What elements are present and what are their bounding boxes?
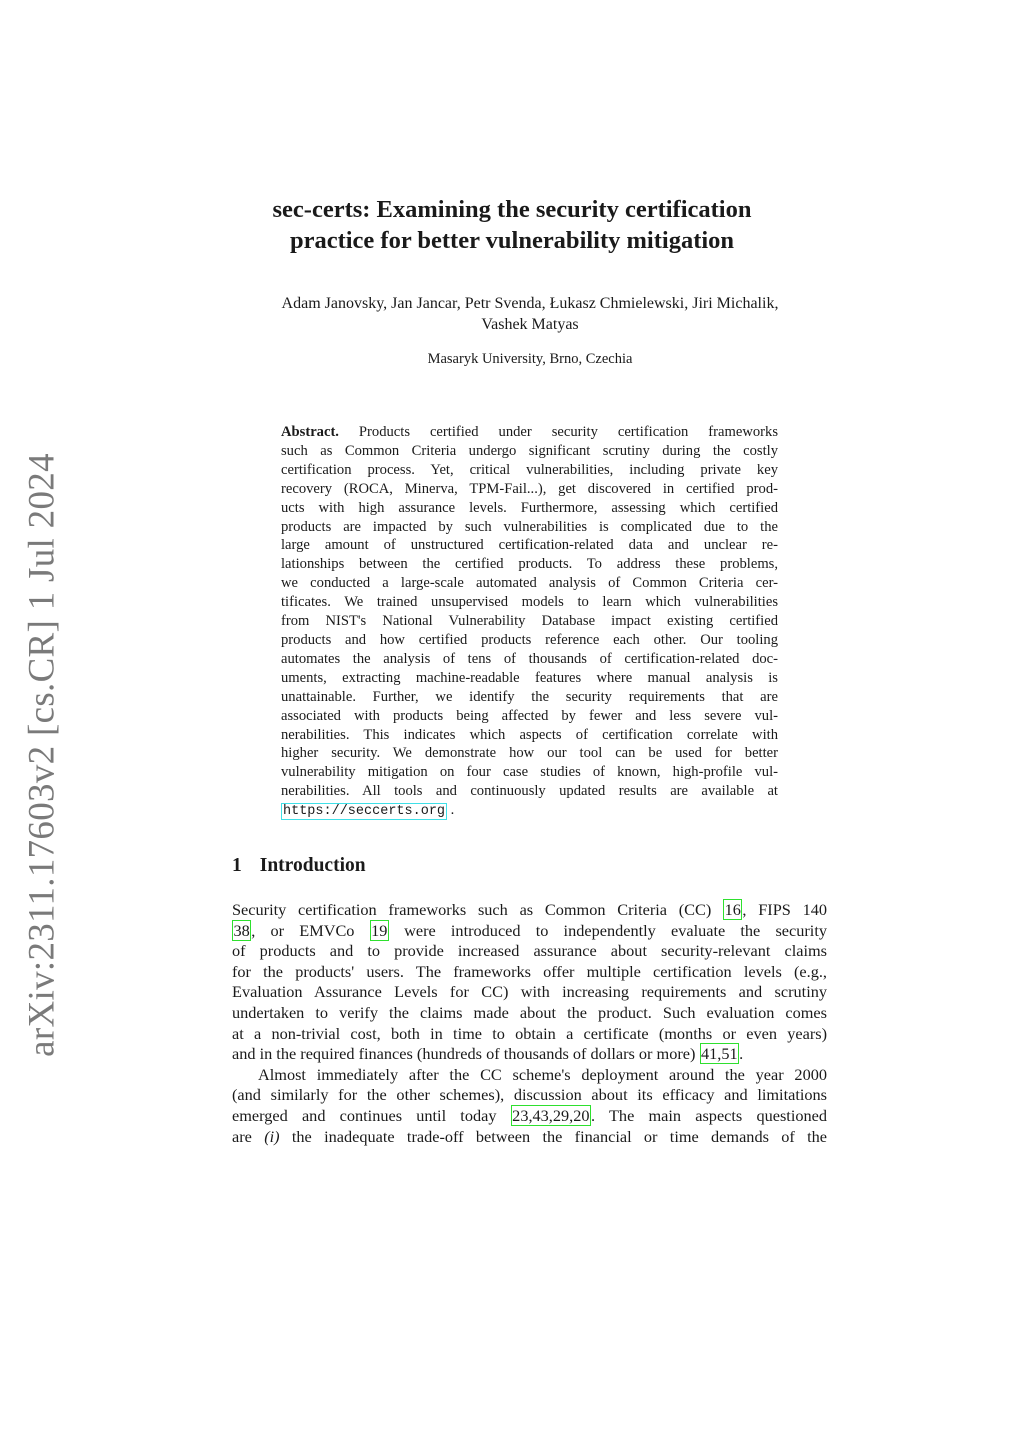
- abstract-line: [281, 707, 778, 726]
- affiliation: Masaryk University, Brno, Czechia: [427, 351, 633, 367]
- abstract-text: higher security. We demonstrate how our tool can be used for better: [281, 745, 778, 762]
- abstract-text: products are impacted by such vulnerabilities is complicated due to the: [281, 518, 778, 535]
- section-heading: [232, 855, 366, 877]
- abstract-text: uments, extracting machine-readable features where manual analysis is: [281, 669, 778, 686]
- paragraph-line: [232, 900, 827, 921]
- body-text: (and similarly for the other schemes), discussion about its efficacy and limitations: [232, 1085, 827, 1105]
- abstract: [281, 423, 778, 822]
- paragraph-line: [232, 1024, 827, 1045]
- body-text: Security certification frameworks such as Common Criteria (CC): [232, 900, 724, 919]
- section-number: 1: [232, 855, 242, 876]
- paragraph-line: [232, 1085, 827, 1106]
- abstract-line: [281, 518, 778, 537]
- abstract-text: such as Common Criteria undergo significant scrutiny during the costly: [281, 442, 778, 459]
- citation-link[interactable]: 38: [233, 920, 250, 940]
- citation-link[interactable]: 23,43,29,20: [512, 1105, 590, 1125]
- abstract-text: tificates. We trained unsupervised models to learn which vulnerabilities: [281, 594, 778, 611]
- author-list: [0, 293, 1024, 335]
- section-title: Introduction: [259, 855, 366, 876]
- abstract-text: products and how certified products reference each other. Our tooling: [281, 631, 778, 648]
- abstract-line: [281, 801, 778, 822]
- abstract-text: nerabilities. All tools and continuously updated results are available at: [281, 783, 778, 800]
- abstract-line: [281, 593, 778, 612]
- abstract-text: recovery (ROCA, Minerva, TPM-Fail...), get discovered in certified prod-: [281, 480, 778, 497]
- abstract-line: [281, 536, 778, 555]
- abstract-label: Abstract.: [281, 424, 339, 440]
- abstract-line: [281, 650, 778, 669]
- author-line: Vashek Matyas: [481, 316, 579, 333]
- body-text: .: [739, 1044, 744, 1064]
- abstract-line: [281, 612, 778, 631]
- paragraph-line: [232, 1003, 827, 1024]
- body-text: for the products' users. The frameworks offer multiple certification levels (e.g.,: [232, 961, 827, 981]
- abstract-text: we conducted a large-scale automated analysis of Common Criteria cer-: [281, 575, 778, 592]
- paragraph-line: [232, 921, 827, 942]
- abstract-line: [281, 423, 778, 442]
- paragraph-line: [232, 1044, 827, 1065]
- seccerts-link[interactable]: https://seccerts.org: [283, 804, 446, 820]
- abstract-text: associated with products being affected by fewer and less severe vul-: [281, 707, 778, 724]
- introduction-body: [232, 900, 827, 1147]
- body-text: . The main aspects questioned: [591, 1105, 827, 1125]
- abstract-line: [281, 555, 778, 574]
- abstract-text: large amount of unstructured certification-related data and unclear re-: [281, 537, 778, 554]
- emphasis-text: (i): [264, 1126, 280, 1146]
- abstract-line: [281, 688, 778, 707]
- title-line: practice for better vulnerability mitigation: [289, 227, 735, 254]
- body-text: , or EMVCo: [251, 920, 370, 940]
- abstract-line: [281, 744, 778, 763]
- abstract-text: ucts with high assurance levels. Furthermore, assessing which certified: [281, 499, 778, 516]
- abstract-text: vulnerability mitigation on four case studies of known, high-profile vul-: [281, 764, 778, 781]
- abstract-text: unattainable. Further, we identify the security requirements that are: [281, 688, 778, 705]
- abstract-line: [281, 782, 778, 801]
- abstract-line: [281, 461, 778, 480]
- abstract-text: Products certified under security certification frameworks: [338, 424, 778, 440]
- body-text: undertaken to verify the claims made about the product. Such evaluation comes: [232, 1002, 827, 1022]
- abstract-line: [281, 669, 778, 688]
- body-text: and in the required finances (hundreds of thousands of dollars or more): [232, 1044, 700, 1064]
- paragraph-line: [232, 1106, 827, 1127]
- body-text: are: [232, 1126, 265, 1146]
- paragraph-line: [232, 1127, 827, 1148]
- abstract-line: [281, 442, 778, 461]
- abstract-line: [281, 499, 778, 518]
- abstract-text: automates the analysis of tens of thousands of certification-related doc-: [281, 650, 778, 667]
- author-line: Adam Janovsky, Jan Jancar, Petr Svenda, Łukasz Chmielewski, Jiri Michalik,: [281, 295, 779, 312]
- body-text: Almost immediately after the CC scheme's deployment around the year 2000: [258, 1064, 827, 1084]
- body-text: were introduced to independently evaluate the security: [388, 920, 827, 940]
- paragraph-line: [232, 962, 827, 983]
- paragraph-line: [232, 941, 827, 962]
- body-text: at a non-trivial cost, both in time to obtain a certificate (months or even years): [232, 1023, 827, 1043]
- body-text: Evaluation Assurance Levels for CC) with increasing requirements and scrutiny: [232, 982, 827, 1002]
- abstract-line: [281, 631, 778, 650]
- abstract-line: [281, 726, 778, 745]
- paragraph-line: [232, 982, 827, 1003]
- abstract-text: .: [447, 802, 455, 819]
- abstract-line: [281, 480, 778, 499]
- citation-link[interactable]: 16: [724, 900, 741, 919]
- paragraph-line: [232, 1065, 827, 1086]
- abstract-text: from NIST's National Vulnerability Database impact existing certified: [281, 613, 778, 630]
- abstract-line: [281, 574, 778, 593]
- body-text: the inadequate trade-off between the financial or time demands of the: [279, 1126, 827, 1146]
- body-text: , FIPS 140: [742, 900, 827, 919]
- abstract-text: nerabilities. This indicates which aspects of certification correlate with: [281, 726, 778, 743]
- arxiv-identifier: arXiv:2311.17603v2 [cs.CR] 1 Jul 2024: [21, 453, 63, 1057]
- abstract-text: certification process. Yet, critical vulnerabilities, including private key: [281, 461, 778, 478]
- abstract-line: [281, 763, 778, 782]
- paper-title: [0, 194, 1024, 256]
- title-line: sec-certs: Examining the security certification: [272, 196, 752, 223]
- body-text: emerged and continues until today: [232, 1105, 511, 1125]
- body-text: of products and to provide increased assurance about security-relevant claims: [232, 941, 827, 961]
- citation-link[interactable]: 19: [371, 920, 388, 940]
- citation-link[interactable]: 41,51: [701, 1044, 738, 1064]
- abstract-text: lationships between the certified products. To address these problems,: [281, 556, 778, 573]
